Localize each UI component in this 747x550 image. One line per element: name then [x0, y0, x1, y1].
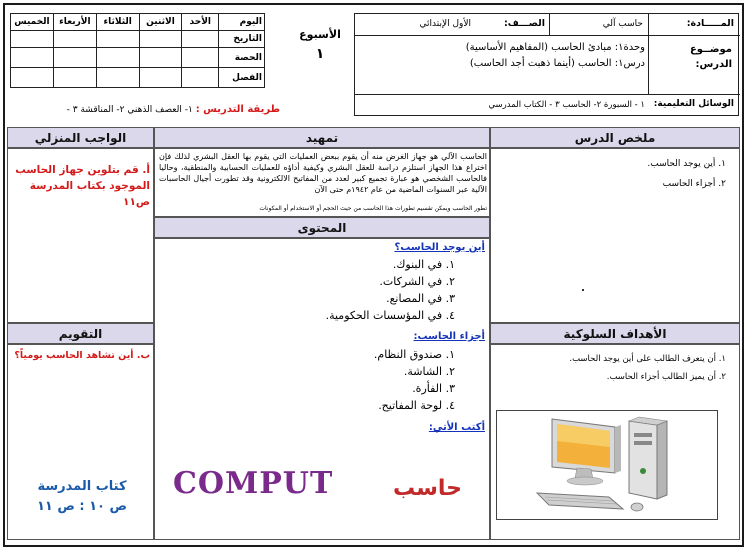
subject-value: حاسب آلي — [602, 19, 643, 29]
intro-title: تمهيد — [154, 127, 490, 149]
evaluation-panel — [7, 343, 154, 540]
week-label: الأسبوع — [299, 28, 341, 41]
homework-text: أ. قم بتلوين جهاز الحاسب الموجود بكتاب المدرسة ص١١ — [15, 164, 150, 208]
content-heading-parts: أجزاء الحاسب: — [413, 331, 485, 342]
days-header-tuesday: الثلاثاء — [96, 14, 139, 31]
divider — [355, 94, 740, 95]
grid-cell — [139, 48, 182, 68]
lesson-info-box — [354, 13, 739, 116]
book-label: كتاب المدرسة — [37, 479, 127, 494]
grid-cell — [139, 68, 182, 88]
days-header-wednesday: الأربعاء — [53, 14, 96, 31]
content-title: المحتوى — [154, 217, 490, 239]
grid-cell — [182, 31, 219, 48]
summary-item: ١. أين يوجد الحاسب. — [647, 159, 726, 169]
homework-title: الواجب المنزلي — [7, 127, 154, 149]
days-header-day: اليوم — [219, 14, 265, 31]
objectives-title: الأهداف السلوكية — [490, 323, 740, 345]
evaluation-title: التقويم — [7, 323, 154, 345]
grid-cell — [11, 48, 54, 68]
divider — [648, 14, 649, 36]
intro-note: تطور الحاسب ويمكن تقسيم تطورات هذا الحاسب من حيث الحجم أو الاستخدام أو المكونات — [259, 205, 487, 212]
objectives-panel — [490, 343, 740, 540]
list-item: ١. في البنوك. — [392, 258, 455, 271]
grid-cell — [11, 31, 54, 48]
days-header-sunday: الأحد — [182, 14, 219, 31]
teaching-method — [40, 104, 280, 115]
computer-image-frame — [496, 410, 718, 520]
list-item: ١. صندوق النظام. — [373, 348, 455, 361]
list-item: ٢. في الشركات. — [379, 275, 455, 288]
objective-item: ٢. أن يميز الطالب أجزاء الحاسب. — [606, 372, 726, 382]
word-arabic: حاسب — [393, 476, 463, 501]
row-label-period: الحصة — [219, 48, 265, 68]
week-number: ١ — [315, 46, 325, 62]
aids-value: ١ - السبورة ٢- الحاسب ٣ - الكتاب المدرسي — [488, 100, 645, 110]
divider — [549, 14, 550, 36]
content-list-parts — [305, 346, 455, 414]
book-pages: ص ١٠ : ص ١١ — [36, 499, 128, 514]
evaluation-text: ب. أين تشاهد الحاسب يومياً؟ — [14, 350, 150, 361]
row-label-class: الفصل — [219, 68, 265, 88]
grid-cell — [11, 68, 54, 88]
days-header-monday: الاثنين — [139, 14, 182, 31]
topic-line1: وحدة١: مبادئ الحاسب (المفاهيم الأساسية) — [465, 42, 645, 53]
topic-label: موضــوع الدرس: — [689, 44, 732, 70]
intro-panel — [154, 147, 490, 217]
objective-item: ١. أن يتعرف الطالب على أين يوجد الحاسب. — [569, 354, 726, 364]
word-english: COMPUT — [173, 466, 334, 501]
grid-cell — [53, 68, 96, 88]
content-heading-write: أكتب الأتي: — [428, 422, 485, 433]
grid-cell — [96, 31, 139, 48]
days-table — [10, 13, 265, 88]
summary-title: ملخص الدرس — [490, 127, 740, 149]
row-label-date: التاريخ — [219, 31, 265, 48]
subject-label: المـــــادة: — [686, 18, 734, 29]
list-item: ٣. في المصانع. — [386, 292, 455, 305]
intro-text: الحاسب الآلي هو جهاز الغرض منه أن يقوم ببعض العمليات التي يقوم بها العقل البشري لذلك فإن اختراع هذا الجهاز استلزم دراسة للعقل البشري وكيفية أداؤه للعمليات الحسابية والمنطقية، وحاليا فالحاسب الشخصي هو عبارة تجميع كبير لعدد من المفاتيح الالكترونية وقد تطورت أجيال الحاسبات الآلية عبر السنوات الماضية من عام ١٩٤٢م حتى الآن — [159, 152, 487, 194]
summary-panel — [490, 147, 740, 323]
list-item: ٣. الفأرة. — [412, 382, 455, 395]
stray-dot — [582, 289, 584, 291]
divider — [648, 36, 649, 94]
topic-line2: درس١: الحاسب (أينما ذهبت أجد الحاسب) — [469, 58, 645, 69]
aids-label: الوسائل التعليمية: — [653, 99, 734, 109]
teaching-method-label: طريقة التدريس : — [195, 104, 280, 115]
grade-label: الصـــف: — [503, 18, 545, 29]
content-heading-where: أين يوجد الحاسب؟ — [394, 242, 485, 253]
content-list-where — [305, 256, 455, 324]
homework-panel — [7, 147, 154, 323]
teaching-method-value: ١- العصف الذهني ٢- المناقشة ٣ - — [66, 105, 193, 115]
list-item: ٤. لوحة المفاتيح. — [378, 399, 455, 412]
grid-cell — [96, 68, 139, 88]
grid-cell — [139, 31, 182, 48]
summary-item: ٢. أجزاء الحاسب — [662, 179, 726, 189]
days-header-thursday: الخميس — [11, 14, 54, 31]
grid-cell — [53, 48, 96, 68]
objectives-list — [501, 350, 726, 386]
grid-cell — [96, 48, 139, 68]
content-panel — [154, 237, 490, 540]
list-item: ٤. في المؤسسات الحكومية. — [325, 309, 455, 322]
grade-value: الأول الإبتدائي — [419, 19, 471, 29]
grid-cell — [182, 48, 219, 68]
summary-list — [501, 154, 726, 194]
grid-cell — [53, 31, 96, 48]
list-item: ٢. الشاشة. — [403, 365, 455, 378]
grid-cell — [182, 68, 219, 88]
computer-icon — [497, 411, 717, 519]
